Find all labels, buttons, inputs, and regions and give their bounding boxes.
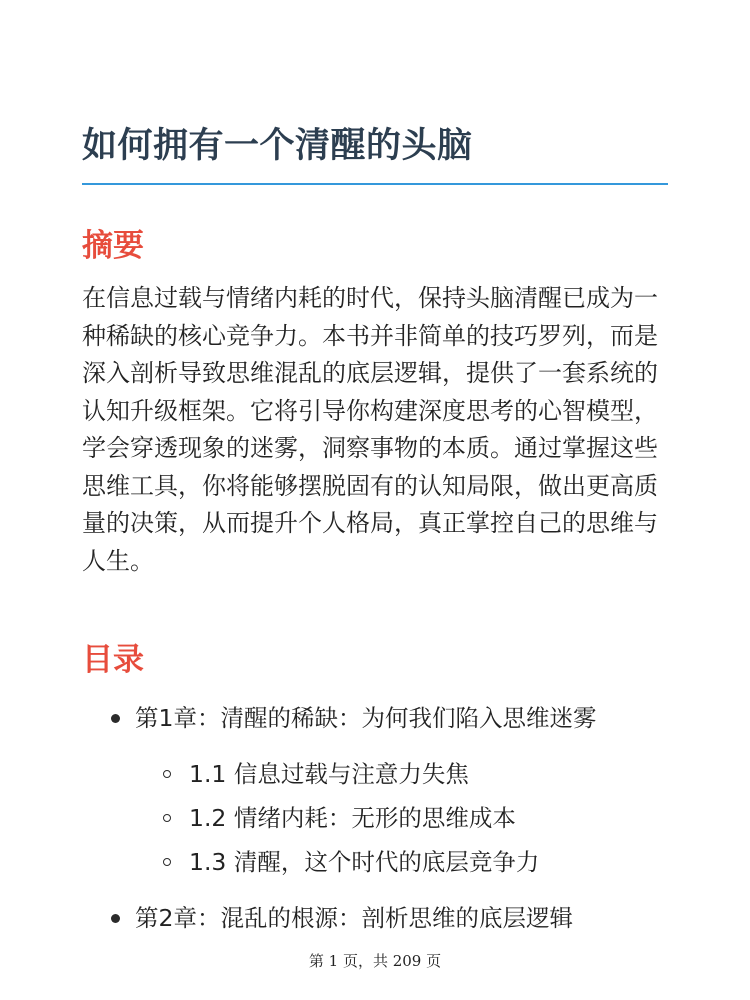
- toc-section-1-3[interactable]: 1.3 清醒，这个时代的底层竞争力: [189, 848, 540, 876]
- toc-section-1-2[interactable]: 1.2 情绪内耗：无形的思维成本: [189, 804, 516, 832]
- bullet-circle-icon: [163, 858, 171, 866]
- bullet-disc-icon: [111, 714, 120, 723]
- page-number-footer: 第 1 页，共 209 页: [308, 952, 442, 970]
- abstract-text: 在信息过载与情绪内耗的时代，保持头脑清醒已成为一种稀缺的核心竞争力。本书并非简单的技巧罗列，而是深入剖析导致思维混乱的底层逻辑，提供了一套系统的认知升级框架。它将引导你构建深度思考的心智模型，学会穿透现象的迷雾，洞察事物的本质。通过掌握这些思维工具，你将能够摆脱固有的认知局限，做出更高质量的决策，从而提升个人格局，真正掌控自己的思维与人生。: [82, 284, 658, 575]
- bullet-disc-icon: [111, 914, 120, 923]
- bullet-circle-icon: [163, 814, 171, 822]
- book-title: 如何拥有一个清醒的头脑: [82, 126, 473, 166]
- toc-section-1-1[interactable]: 1.1 信息过载与注意力失焦: [189, 760, 469, 788]
- abstract-heading: 摘要: [82, 228, 144, 264]
- toc-chapter-2[interactable]: 第2章：混乱的根源：剖析思维的底层逻辑: [135, 904, 573, 932]
- toc-chapter-1[interactable]: 第1章：清醒的稀缺：为何我们陷入思维迷雾: [135, 704, 597, 732]
- bullet-circle-icon: [163, 770, 171, 778]
- toc-heading: 目录: [82, 642, 144, 678]
